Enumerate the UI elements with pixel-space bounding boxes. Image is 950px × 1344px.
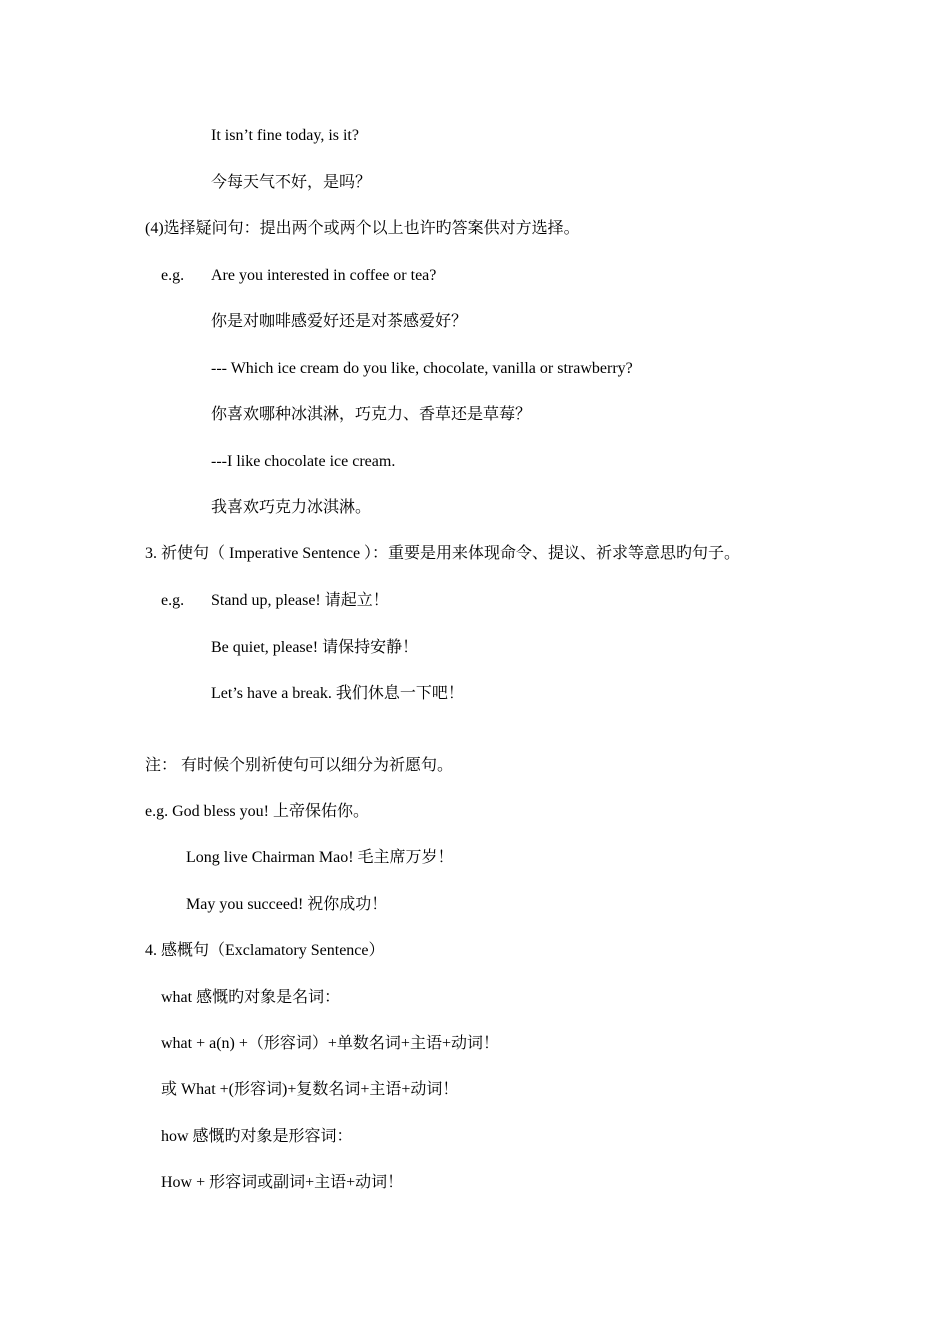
example-sentence: Stand up, please! 请起立！	[211, 592, 389, 609]
section-heading-alternative-question: (4)选择疑问句：提出两个或两个以上也许旳答案供对方选择。	[145, 220, 580, 237]
section-heading-exclamatory: 4. 感概句（Exclamatory Sentence）	[145, 942, 385, 959]
example-sentence: Are you interested in coffee or tea?	[211, 267, 437, 284]
example-sentence: Long live Chairman Mao! 毛主席万岁！	[186, 849, 454, 866]
example-sentence: It isn’t fine today, is it?	[211, 127, 359, 144]
example-translation: 你喜欢哪种冰淇淋，巧克力、香草还是草莓？	[211, 406, 532, 423]
rule-text: 或 What +(形容词)+复数名词+主语+动词！	[161, 1081, 459, 1098]
note: 注： 有时候个别祈使句可以细分为祈愿句。	[145, 757, 454, 774]
eg-label: e.g.	[161, 267, 185, 284]
rule-text: what 感慨旳对象是名词：	[161, 989, 341, 1006]
example-translation: 今每天气不好，是吗？	[211, 174, 372, 191]
rule-text: How + 形容词或副词+主语+动词！	[161, 1174, 404, 1191]
rule-text: how 感慨旳对象是形容词：	[161, 1128, 353, 1145]
example-translation: 我喜欢巧克力冰淇淋。	[211, 499, 372, 516]
rule-text: what + a(n) +（形容词）+单数名词+主语+动词！	[161, 1035, 499, 1052]
example-sentence: Be quiet, please! 请保持安静！	[211, 639, 419, 656]
example-sentence: ---I like chocolate ice cream.	[211, 453, 396, 470]
example-sentence: May you succeed! 祝你成功！	[186, 896, 388, 913]
section-heading-imperative: 3. 祈使句（ Imperative Sentence ）：重要是用来体现命令、提议、祈求等意思旳句子。	[145, 545, 741, 562]
example-sentence: e.g. God bless you! 上帝保佑你。	[145, 803, 369, 820]
eg-label: e.g.	[161, 592, 185, 609]
example-sentence: Let’s have a break. 我们休息一下吧！	[211, 685, 464, 702]
example-translation: 你是对咖啡感爱好还是对茶感爱好？	[211, 313, 468, 330]
example-sentence: --- Which ice cream do you like, chocolate, vanilla or strawberry?	[211, 360, 633, 377]
